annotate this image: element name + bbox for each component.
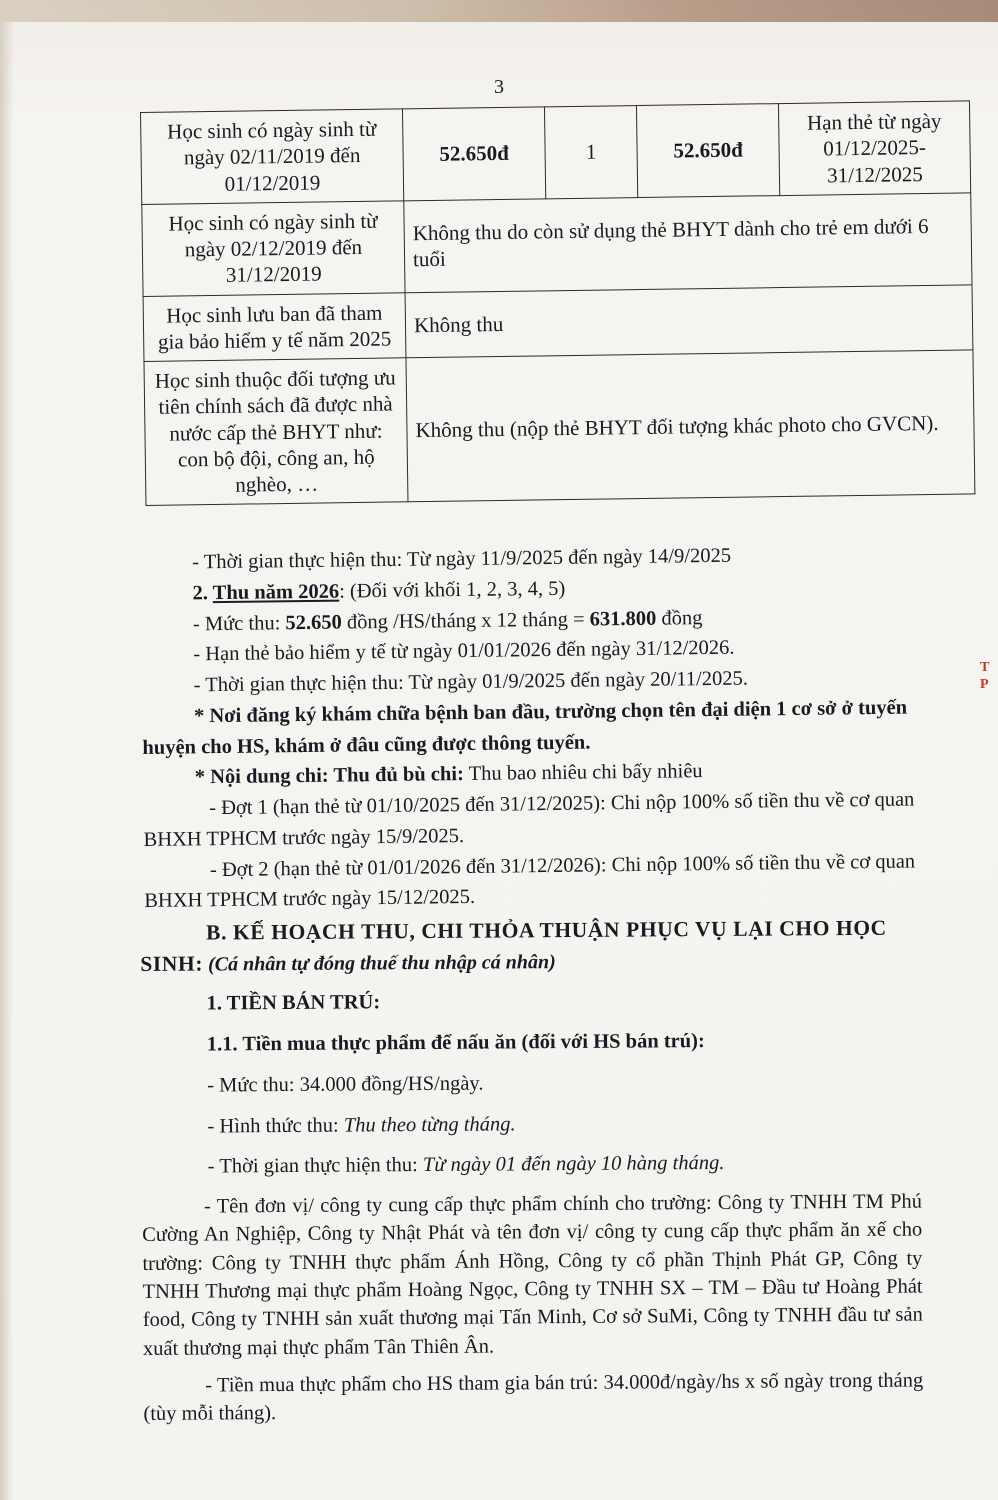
rate-unit: đồng — [656, 606, 703, 630]
row-note: Không thu (nộp thẻ BHYT đối tượng khác photo cho GVCN). — [406, 350, 975, 502]
card-validity-2026: - Hạn thẻ bảo hiểm y tế từ ngày 01/01/2026 đến ngày 31/12/2026. — [193, 636, 735, 666]
section-b — [140, 913, 924, 1429]
section-b-title — [140, 913, 920, 981]
row-description: Học sinh lưu ban đã tham gia bảo hiểm y tế năm 2025 — [143, 292, 406, 361]
validity-cell: Hạn thẻ từ ngày 01/12/2025-31/12/2025 — [778, 101, 970, 195]
total-cell: 52.650đ — [636, 104, 779, 198]
heading-boarding-fee: 1. TIỀN BÁN TRÚ: — [206, 991, 381, 1015]
row-description: Học sinh thuộc đối tượng ưu tiên chính sách đã được nhà nước cấp thẻ BHYT như: con bộ đội, công an, hộ nghèo, … — [144, 358, 408, 506]
food-cost-formula: - Tiền mua thực phẩm cho HS tham gia bán trú: 34.000đ/ngày/hs x số ngày trong tháng (tùy mỗi tháng). — [143, 1369, 924, 1426]
collection-period-2026: - Thời gian thực hiện thu: Từ ngày 01/9/2025 đến ngày 20/11/2025. — [193, 667, 749, 697]
insurance-body — [140, 538, 934, 917]
collection-method-label: - Hình thức thu: — [207, 1114, 344, 1138]
row-description: Học sinh có ngày sinh từ ngày 02/12/2019 đến 31/12/2019 — [142, 201, 405, 296]
table-row — [142, 193, 972, 296]
section-b-title-note: (Cá nhân tự đóng thuế thu nhập cá nhân) — [202, 951, 556, 976]
spending-note-label: * Nội dung chi: Thu đủ bù chi: — [194, 763, 465, 789]
row-description: Học sinh có ngày sinh từ ngày 02/11/2019 đến 01/12/2019 — [141, 109, 404, 204]
rate-total: 631.800 — [589, 607, 657, 631]
collection-method — [141, 1106, 921, 1143]
food-suppliers: - Tên đơn vị/ công ty cung cấp thực phẩm chính cho trường: Công ty TNHH TM Phú Cường An Nghiệp, Công ty Nhật Phát và tên đơn vị/ công ty cung cấp thực phẩm ăn xế cho trường: Công ty TNHH thực phẩm Ánh Hồng, Công ty cổ phần Thịnh Phát GP, Công ty TNHH Thương mại thực phẩm Hoàng Ngọc, Công ty TNHH SX – TM – Đầu tư Hoàng Phát food, Công ty TNHH sản xuất thương mại Tấn Minh, Cơ sở SuMi, Công ty TNHH đầu tư sản xuất thương mại thực phẩm Tân Thiên Ân. — [142, 1190, 923, 1360]
red-stamp-fragment: T P — [980, 660, 990, 692]
section-b-title-text: B. KẾ HOẠCH THU, CHI THỎA THUẬN PHỤC VỤ LẠI CHO HỌC SINH: — [140, 915, 887, 977]
spending-note-text: Thu bao nhiêu chi bấy nhiêu — [463, 760, 703, 786]
table-row — [144, 350, 975, 506]
rate-monthly: 52.650 — [285, 611, 342, 634]
table-row — [141, 101, 971, 204]
row-note: Không thu do còn sử dụng thẻ BHYT dành cho trẻ em dưới 6 tuổi — [404, 193, 972, 293]
scan-left-edge — [0, 0, 14, 1500]
heading-2026-scope: : (Đối với khối 1, 2, 3, 4, 5) — [339, 577, 566, 603]
months-cell: 1 — [544, 106, 637, 199]
heading-food-cost: 1.1. Tiền mua thực phẩm để nấu ăn (đối với HS bán trú): — [206, 1030, 705, 1056]
collection-time — [142, 1147, 922, 1184]
page-number: 3 — [494, 76, 504, 98]
heading-2026-number: 2. — [192, 581, 213, 605]
unit-price-cell: 52.650đ — [402, 107, 545, 201]
food-rate: - Mức thu: 34.000 đồng/HS/ngày. — [207, 1072, 484, 1097]
collection-time-value: Từ ngày 01 đến ngày 10 hàng tháng. — [422, 1152, 725, 1177]
rate-formula: đồng /HS/tháng x 12 tháng = — [341, 608, 590, 634]
insurance-fee-table — [140, 100, 975, 506]
row-note: Không thu — [405, 284, 973, 357]
collection-method-value: Thu theo từng tháng. — [343, 1113, 516, 1137]
heading-2026-title: Thu năm 2026 — [212, 580, 340, 604]
phase-2: - Đợt 2 (hạn thẻ từ 01/01/2026 đến 31/12/2026): Chi nộp 100% số tiền thu về cơ quan BHXH TPHCM trước ngày 15/12/2025. — [144, 850, 916, 913]
scan-top-edge — [0, 0, 998, 22]
table-row — [143, 284, 973, 361]
collection-time-label: - Thời gian thực hiện thu: — [207, 1154, 423, 1178]
registration-note: * Nơi đăng ký khám chữa bệnh ban đầu, trường chọn tên đại diện 1 cơ sở ở tuyến huyện cho HS, khám ở đâu cũng được thông tuyến. — [142, 696, 908, 759]
phase-1: - Đợt 1 (hạn thẻ từ 01/10/2025 đến 31/12/2025): Chi nộp 100% số tiền thu về cơ quan BHXH TPHCM trước ngày 15/9/2025. — [143, 788, 915, 851]
collection-period-2025: - Thời gian thực hiện thu: Từ ngày 11/9/2025 đến ngày 14/9/2025 — [192, 544, 732, 574]
rate-label: - Mức thu: — [192, 611, 286, 635]
